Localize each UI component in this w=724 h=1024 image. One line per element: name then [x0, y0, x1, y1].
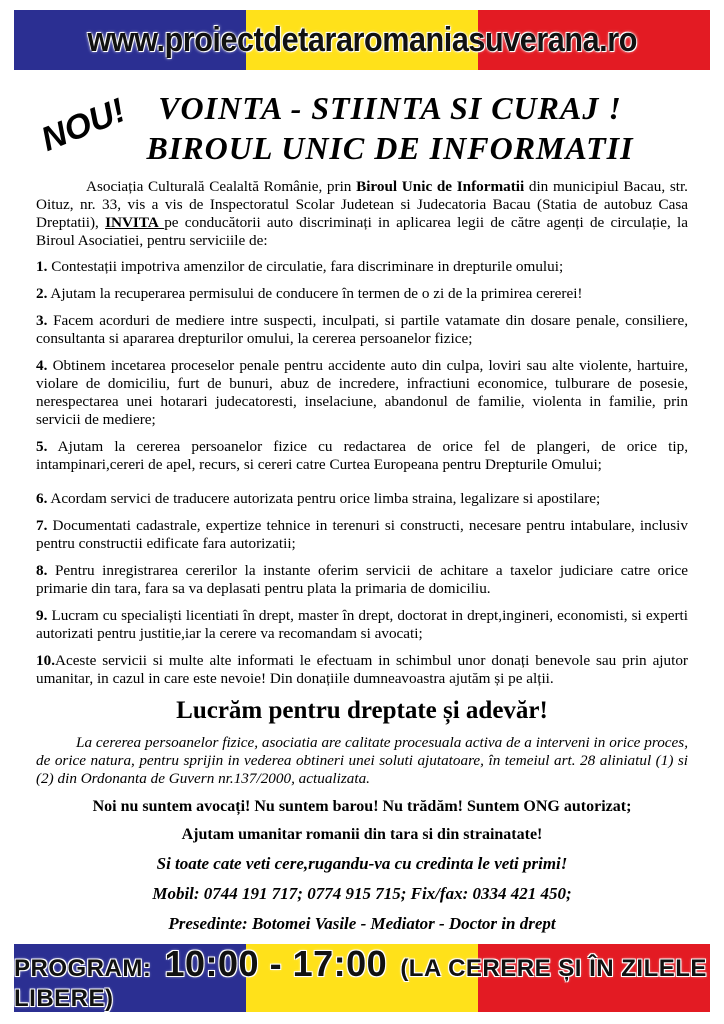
service-number: 9. [36, 607, 48, 624]
service-number: 2. [36, 285, 48, 302]
website-url[interactable]: www.proiectdetararomaniasuverana.ro [87, 20, 637, 59]
intro-text-1: Asociația Culturală Cealaltă Românie, prin [86, 178, 357, 195]
statement-not-lawyers: Noi nu suntem avocați! Nu suntem barou! Nu trădăm! Suntem ONG autorizat; [92, 798, 632, 815]
service-text: Acordam servici de traducere autorizata pentru orice limba straina, legalizare si apostilare; [47, 490, 601, 507]
slogan: Lucrăm pentru dreptate și adevăr! [176, 697, 548, 724]
service-item-10 [36, 652, 688, 688]
intro-text-2: din municipiul Bacau, str. Oituz, nr. 33, vis a vis de Inspectoratul Scolar Judetean si Judecatoria Bacau (Statia de autobuz Casa Dreptatii), [36, 178, 688, 231]
service-text: Documentati cadastrale, expertize tehnice in terenuri si constructi, necesare pentru intabulare, inclusiv pentru constructii edificate fara autorizatii; [36, 517, 688, 552]
service-text: Obtinem incetarea proceselor penale pentru accidente auto din culpa, loviri sau alte violente, hartuire, violare de domiciliu, furt de bunuri, abuz de incredere, infractiuni economice, tulburare de posesie, nerespectarea unei hotarari judecatoresti, inselaciune, abandonul de familie, violenta in familie, prin servicii de mediere; [36, 357, 688, 428]
service-number: 6. [36, 490, 48, 507]
intro-paragraph [36, 178, 688, 250]
statement-humanitarian: Ajutam umanitar romanii din tara si din strainatate! [181, 826, 543, 843]
intro-invita: INVITA [105, 214, 165, 231]
program-note: (LA CERERE ȘI ÎN ZILELE LIBERE) [14, 955, 707, 1012]
service-item-5 [36, 438, 688, 474]
service-item-9 [36, 607, 688, 643]
bottom-flag-banner [14, 944, 710, 1012]
service-text: Facem acorduri de mediere intre suspecti, inculpati, si partile vatamate din dosare penale, consiliere, consultanta si apararea drepturilor omului, la cererea persoanelor fizice; [36, 312, 688, 347]
program-container [14, 944, 710, 1012]
service-text: Pentru inregistrarea cererilor la instante oferim servicii de achitare a taxelor judiciare catre orice primarie din tara, fara sa va deplasati pentru plata la primaria de domiciliu. [36, 562, 688, 597]
intro-text-3: pe conducătorii auto discriminați in aplicarea legii de către agenți de circulație, la Biroul Asociatiei, pentru serviciile de: [36, 214, 688, 249]
service-item-4 [36, 357, 688, 429]
service-item-3 [36, 312, 688, 348]
service-item-7 [36, 517, 688, 553]
program-schedule [14, 943, 710, 1013]
service-text: Ajutam la cererea persoanelor fizice cu redactarea de orice fel de plangeri, de orice tip, intampinari,cereri de apel, recurs, si cereri catre Curtea Europeana pentru Drepturile Omului; [36, 438, 688, 473]
service-number: 3. [36, 312, 48, 329]
service-number: 1. [36, 258, 48, 275]
service-number: 4. [36, 357, 48, 374]
service-item-1 [36, 258, 688, 276]
service-text: Lucram cu specialiști licentiati în drept, master în drept, doctorat in drept,ingineri, economisti, si experti autorizati pentru justitie,iar la cerere va recomandam si avocati; [36, 607, 688, 642]
headline-office: BIROUL UNIC DE INFORMATII [146, 130, 634, 166]
contact-phones: Mobil: 0744 191 717; 0774 915 715; Fix/fax: 0334 421 450; [152, 884, 572, 903]
service-item-2 [36, 285, 688, 303]
top-flag-banner [14, 10, 710, 70]
website-url-container [14, 10, 710, 70]
service-number: 7. [36, 517, 48, 534]
service-number: 8. [36, 562, 48, 579]
service-text: Contestații impotriva amenzilor de circulatie, fara discriminare in drepturile omului; [47, 258, 564, 275]
service-text: Ajutam la recuperarea permisului de conducere în termen de o zi de la primirea cererei! [47, 285, 583, 302]
service-item-8 [36, 562, 688, 598]
service-number: 10. [36, 652, 55, 669]
program-hours: 10:00 - 17:00 [164, 943, 388, 984]
new-badge: NOU! [35, 91, 131, 159]
intro-office-name: Biroul Unic de Informatii [356, 178, 525, 195]
service-text: Aceste servicii si multe alte informati le efectuam in schimbul unor donați benevole sau prin ajutor umanitar, in cazul in care este nevoie! Din donațiile dumneavoastra ajutăm și pe alții. [36, 652, 688, 687]
statement-faith: Si toate cate veti cere,rugandu-va cu credinta le veti primi! [156, 854, 568, 873]
flyer-body [36, 178, 688, 943]
service-number: 5. [36, 438, 48, 455]
service-item-6 [36, 490, 688, 508]
program-label: PROGRAM: [14, 955, 152, 982]
president-info: Presedinte: Botomei Vasile - Mediator - Doctor in drept [168, 914, 556, 933]
legal-paragraph: La cererea persoanelor fizice, asociatia are calitate procesuala activa de a interveni in orice proces, de orice natura, pentru sprijin in vederea obtineri unei soluti ajutatoare, în temeiul art. 28 aliniatul (1) si (2) din Ordonanta de Guvern nr.137/2000, actualizata. [36, 734, 688, 787]
headline-motto: VOINTA - STIINTA SI CURAJ ! [158, 90, 622, 126]
